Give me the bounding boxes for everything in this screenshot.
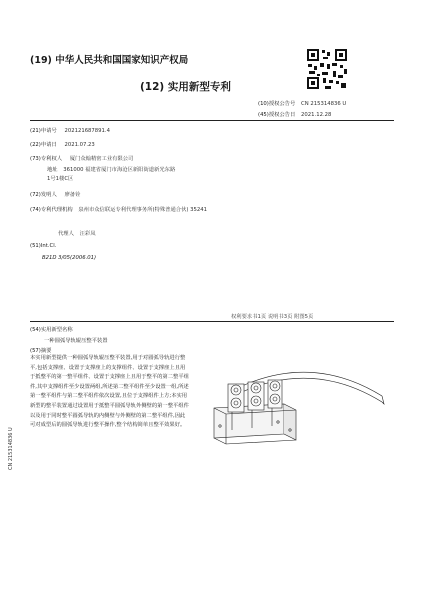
pub-date-line xyxy=(258,110,331,118)
title-label: (54)实用新型名称 xyxy=(30,327,73,333)
pub-date: 2021.12.28 xyxy=(301,112,332,118)
pub-no-label: (10)授权公告号 xyxy=(258,101,296,107)
field-num: (74) xyxy=(30,207,41,213)
biblio-app-no xyxy=(30,126,110,134)
field-value: 厦门众翰精密工业有限公司 xyxy=(69,156,134,162)
field-value: 泉州市众信联运专利代理事务所(特殊普通合伙) 35241 xyxy=(78,207,207,213)
field-label: 申请日 xyxy=(40,142,57,148)
office-header xyxy=(30,52,188,66)
field-num: (51) xyxy=(30,243,41,249)
biblio-patentee xyxy=(30,154,133,162)
biblio-agent xyxy=(58,229,96,237)
field-label: 地址 xyxy=(47,167,58,173)
field-value: 汪彩凤 xyxy=(79,231,96,237)
middle-divider xyxy=(30,321,394,322)
field-value: 202121687891.4 xyxy=(64,128,110,134)
field-num: (22) xyxy=(30,142,41,148)
patent-type-header xyxy=(140,79,231,94)
field-num: (72) xyxy=(30,192,41,198)
field-label: 专利代理机构 xyxy=(40,207,73,213)
field-value: 廖备铨 xyxy=(64,192,81,198)
field-label: 申请号 xyxy=(40,128,57,134)
biblio-app-date xyxy=(30,140,95,148)
biblio-inventor xyxy=(30,190,80,198)
pub-date-label: (45)授权公告日 xyxy=(258,112,296,118)
field-label: 发明人 xyxy=(40,192,57,198)
field-label: 专利权人 xyxy=(40,156,63,162)
office-name: 中华人民共和国国家知识产权局 xyxy=(55,55,189,66)
biblio-ipc-label-row xyxy=(30,243,56,249)
pub-no-line xyxy=(258,99,346,107)
field-label: Int.Cl. xyxy=(40,243,57,249)
abstract-label: (57)摘要 xyxy=(30,348,52,354)
biblio-address xyxy=(47,166,177,184)
abstract-text: 本实用新型提供一种圆弧导轨辊压整平装置,用于对圆弧导轨进行整平,包括支撑座、设置于支撑座上的支撑组件、设置于支撑座上且用于抵整平的第一整平组件、设置于支撑座上且用于整平的第二整平组件,其中支撑组件至少设置两组,所述第二整平组件至少设置一组,所述第一整平组件与第二整平组件依次设置,且位于支撑组件上方;本实用新型的整平装置通过设置用于抵整平圆弧导轨外侧壁的第一整平组件以及用于同时整平圆弧导轨的内侧壁与外侧壁的第二整平组件,因此可对成型后的圆弧导轨进行整平操作,整个结构简单且整平效果好。 xyxy=(30,355,189,429)
utility-title: 一种圆弧导轨辊压整平装置 xyxy=(44,338,108,344)
biblio-agency xyxy=(30,206,210,215)
type-num: (12) xyxy=(140,81,165,93)
device-drawing xyxy=(204,356,394,466)
field-value: 361000 福建省厦门市海沧区新阳街道新光东路1号1楼C区 xyxy=(47,167,176,182)
field-num: (21) xyxy=(30,128,41,134)
pub-no: CN 215314836 U xyxy=(301,101,347,107)
qr-code-icon xyxy=(305,47,349,91)
field-label: 代理人 xyxy=(58,231,74,237)
patent-type: 实用新型专利 xyxy=(167,81,231,93)
header-divider xyxy=(30,120,394,121)
page-count-line: 权利要求书1页 说明书3页 附图5页 xyxy=(231,314,314,320)
side-pub-code: CN 215314836 U xyxy=(8,427,14,470)
office-num: (19) xyxy=(30,55,52,66)
field-value: 2021.07.23 xyxy=(64,142,95,148)
biblio-ipc-value: B21D 3/05(2006.01) xyxy=(42,255,97,261)
field-num: (73) xyxy=(30,156,41,162)
